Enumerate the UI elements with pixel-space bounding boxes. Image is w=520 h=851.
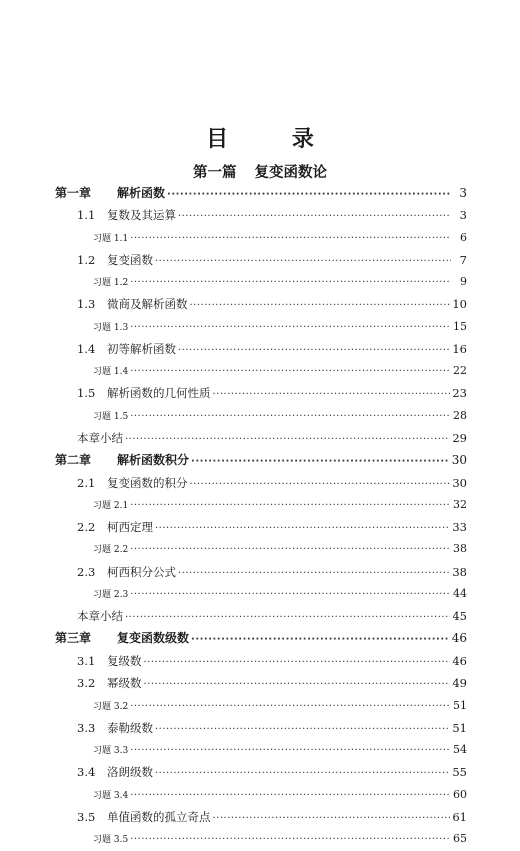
chapter-number: 第一章 [55,186,92,200]
summary-title: 本章小结 [77,430,123,445]
toc-entry-summary[interactable] [55,605,467,627]
section-number: 3.4 [77,765,96,780]
exercise-title: 习题 1.4 [93,367,129,378]
toc-title: 目 录 [206,127,342,152]
chapter-title: 解析函数积分 [117,453,190,468]
exercise-title: 习题 1.3 [93,322,129,333]
toc-entry-exercise[interactable] [55,695,467,717]
toc-entry-exercise[interactable] [55,405,467,427]
toc-entry-section[interactable] [55,204,467,226]
leader-dots [130,228,451,250]
toc-entry-exercise[interactable] [55,316,467,338]
section-number: 3.2 [77,676,96,691]
toc-entry-section[interactable] [55,382,467,404]
toc-entry-section[interactable] [55,650,467,672]
toc-entry-section[interactable] [55,717,467,739]
section-title: 柯西定理 [107,520,153,535]
page-number: 33 [452,520,467,535]
leader-dots [191,629,450,651]
page-number: 51 [453,698,467,712]
page-number: 22 [453,364,467,378]
leader-dots [125,429,450,451]
section-number: 1.1 [77,208,96,223]
leader-dots [167,184,451,206]
summary-title: 本章小结 [77,609,123,624]
leader-dots [130,696,451,718]
leader-dots [178,206,451,228]
exercise-title: 习题 1.1 [93,233,129,244]
table-of-contents [55,182,467,850]
leader-dots [125,607,450,629]
page-number: 6 [460,230,467,244]
exercise-title: 习题 1.5 [93,411,129,422]
page-number: 46 [452,653,467,668]
toc-entry-section[interactable] [55,249,467,271]
exercise-title: 习题 2.3 [93,589,129,600]
chapter-number: 第二章 [55,453,92,468]
page-number: 55 [452,765,467,780]
exercise-title: 习题 3.5 [93,835,129,846]
leader-dots [144,652,451,674]
leader-dots [155,719,450,741]
toc-entry-exercise[interactable] [55,271,467,293]
toc-entry-section[interactable] [55,672,467,694]
section-title: 洛朗级数 [107,765,153,780]
section-title: 微商及解析函数 [107,297,188,312]
section-number: 3.5 [77,809,96,824]
leader-dots [130,584,451,606]
section-title: 柯西积分公式 [107,564,176,579]
leader-dots [213,384,451,406]
leader-dots [130,740,451,762]
exercise-title: 习题 3.2 [93,701,129,712]
page-number: 38 [453,542,467,556]
exercise-title: 习题 1.2 [93,278,129,289]
exercise-title: 习题 3.4 [93,790,129,801]
page-number: 65 [453,832,467,846]
section-title: 复变函数 [107,252,153,267]
toc-entry-section[interactable] [55,516,467,538]
page-number: 49 [452,676,467,691]
page-number: 10 [452,297,467,312]
page-number: 44 [453,586,467,600]
toc-entry-section[interactable] [55,472,467,494]
exercise-title: 习题 3.3 [93,746,129,757]
leader-dots [178,563,450,585]
toc-entry-exercise[interactable] [55,360,467,382]
section-title: 泰勒级数 [107,720,153,735]
leader-dots [155,763,450,785]
toc-entry-chapter[interactable] [55,627,467,649]
section-number: 1.4 [77,341,96,356]
section-number: 3.3 [77,720,96,735]
part-name: 复变函数论 [254,165,327,181]
section-title: 复变函数的积分 [107,475,188,490]
toc-entry-section[interactable] [55,761,467,783]
toc-entry-exercise[interactable] [55,739,467,761]
section-title: 初等解析函数 [107,341,176,356]
toc-entry-exercise[interactable] [55,494,467,516]
page-number: 15 [453,319,467,333]
page-number: 38 [452,564,467,579]
leader-dots [130,317,451,339]
section-number: 2.2 [77,520,96,535]
toc-entry-section[interactable] [55,806,467,828]
section-title: 复级数 [107,653,142,668]
part-label: 第一篇 [193,165,237,181]
toc-entry-section[interactable] [55,293,467,315]
page-number: 23 [452,386,467,401]
toc-entry-exercise[interactable] [55,784,467,806]
leader-dots [130,785,451,807]
leader-dots [155,518,450,540]
page-number: 9 [460,275,467,289]
page-number: 16 [452,341,467,356]
toc-entry-section[interactable] [55,338,467,360]
page-number: 45 [452,609,467,624]
section-title: 单值函数的孤立奇点 [107,809,211,824]
section-number: 2.1 [77,475,96,490]
leader-dots [130,361,451,383]
section-title: 解析函数的几何性质 [107,386,211,401]
section-number: 1.2 [77,252,96,267]
leader-dots [190,474,451,496]
leader-dots [213,808,451,830]
page-number: 51 [452,720,467,735]
page-number: 29 [452,430,467,445]
section-title: 幂级数 [107,676,142,691]
exercise-title: 习题 2.2 [93,545,129,556]
page-number: 30 [451,453,467,468]
leader-dots [178,340,450,362]
toc-entry-exercise[interactable] [55,583,467,605]
section-number: 3.1 [77,653,96,668]
page-number: 30 [452,475,467,490]
leader-dots [190,295,451,317]
page-number: 60 [453,787,467,801]
page-number: 3 [459,208,467,223]
toc-entry-exercise[interactable] [55,828,467,850]
page-number: 7 [459,252,467,267]
page-number: 61 [452,809,467,824]
leader-dots [155,251,451,273]
section-number: 2.3 [77,564,96,579]
page-number: 54 [453,743,467,757]
toc-entry-exercise[interactable] [55,538,467,560]
toc-entry-exercise[interactable] [55,227,467,249]
page-number: 28 [453,408,467,422]
section-number: 1.3 [77,297,96,312]
part-title [0,161,520,182]
section-number: 1.5 [77,386,96,401]
toc-entry-section[interactable] [55,561,467,583]
leader-dots [130,829,451,851]
section-title: 复数及其运算 [107,208,176,223]
page-number: 46 [451,631,467,646]
leader-dots [130,495,451,517]
leader-dots [130,272,451,294]
leader-dots [191,451,450,473]
leader-dots [144,674,451,696]
page-number: 3 [459,186,467,200]
toc-entry-chapter[interactable] [55,182,467,204]
chapter-number: 第三章 [55,631,92,646]
chapter-title: 复变函数级数 [117,631,190,646]
toc-entry-chapter[interactable] [55,449,467,471]
chapter-title: 解析函数 [117,186,166,200]
exercise-title: 习题 2.1 [93,500,129,511]
leader-dots [130,539,451,561]
leader-dots [130,406,451,428]
toc-entry-summary[interactable] [55,427,467,449]
page-number: 32 [453,497,467,511]
